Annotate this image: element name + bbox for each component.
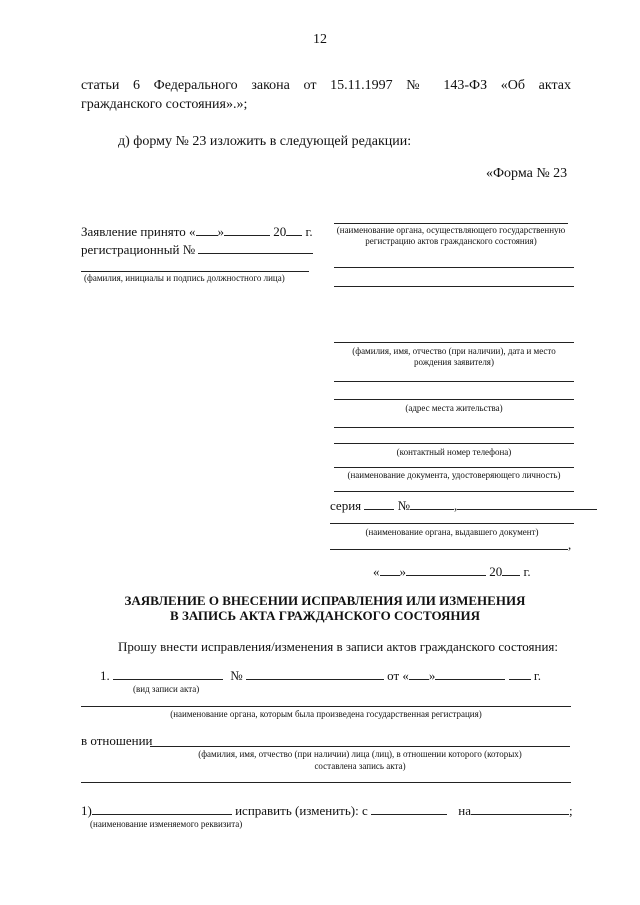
date-g: г. xyxy=(523,564,531,579)
fix-line xyxy=(81,802,573,819)
applicant-line[interactable] xyxy=(334,342,574,343)
issuer-comma: , xyxy=(568,537,572,552)
entry-g: г. xyxy=(533,668,542,683)
phone-caption: (контактный номер телефона) xyxy=(396,447,512,457)
applicant-line-2[interactable] xyxy=(334,381,574,382)
request-text: Прошу внести исправления/изменения в записи актов гражданского состояния: xyxy=(118,639,559,654)
intro-line-1: статьи 6 Федерального закона от 15.11.1997 № 143-ФЗ «Об актах xyxy=(81,78,571,93)
nomer-field[interactable] xyxy=(410,497,454,510)
issue-date-field[interactable] xyxy=(457,497,597,510)
received-day-field[interactable] xyxy=(196,223,218,236)
entry-ot-close: » xyxy=(428,668,436,683)
person-line[interactable] xyxy=(150,746,570,747)
sign-year-field[interactable] xyxy=(502,563,520,576)
received-month-field[interactable] xyxy=(224,223,270,236)
organ-line[interactable] xyxy=(334,223,568,224)
page-number: 12 xyxy=(313,32,327,47)
reg-number-field[interactable] xyxy=(198,241,313,254)
doc-caption: (наименование документа, удостоверяющего личность) xyxy=(347,470,561,480)
entry-ot: от « xyxy=(387,668,409,683)
organ-line-2[interactable] xyxy=(334,267,574,268)
received-g: г. xyxy=(305,224,313,239)
date-close: » xyxy=(399,564,406,579)
reg-organ-line[interactable] xyxy=(81,706,571,707)
organ-caption: (наименование органа, осуществляющего государственную регистрацию актов гражданского состояния) xyxy=(336,225,566,246)
sign-day-field[interactable] xyxy=(380,563,400,576)
title-line-2: В ЗАПИСЬ АКТА ГРАЖДАНСКОГО СОСТОЯНИЯ xyxy=(170,608,480,623)
received-mid: » xyxy=(217,224,225,239)
date-year: 20 xyxy=(489,564,503,579)
person-caption-1: (фамилия, имя, отчество (при наличии) лица (лиц), в отношении которого (которых) xyxy=(198,749,522,759)
v-otnoshenii-label: в отношении xyxy=(81,733,153,748)
fix-label: исправить (изменить): с xyxy=(235,803,368,818)
intro-line-2: гражданского состояния».»; xyxy=(81,97,248,112)
date-open: « xyxy=(373,564,380,579)
phone-line[interactable] xyxy=(334,443,574,444)
attr-field[interactable] xyxy=(92,802,232,815)
seria-field[interactable] xyxy=(364,497,394,510)
address-caption: (адрес места жительства) xyxy=(405,403,503,413)
received-year-field[interactable] xyxy=(286,223,302,236)
to-field[interactable] xyxy=(471,802,569,815)
official-line[interactable] xyxy=(81,271,309,272)
issuer-line[interactable] xyxy=(330,523,574,524)
seria-label: серия xyxy=(330,498,362,513)
from-field[interactable] xyxy=(371,802,447,815)
fix-number: 1) xyxy=(81,803,92,818)
applicant-caption: (фамилия, имя, отчество (при наличии), дата и место рождения заявителя) xyxy=(352,346,556,367)
record-number-field[interactable] xyxy=(246,667,384,680)
person-line-2[interactable] xyxy=(81,782,571,783)
item-d: д) форму № 23 изложить в следующей редакции: xyxy=(118,134,412,149)
official-caption: (фамилия, инициалы и подпись должностного лица) xyxy=(84,273,285,283)
record-month-field[interactable] xyxy=(435,667,505,680)
attr-caption: (наименование изменяемого реквизита) xyxy=(90,819,243,829)
issuer-line-2[interactable] xyxy=(330,549,568,550)
reg-line xyxy=(81,241,313,258)
seria-comma: , xyxy=(454,498,458,513)
form-label: «Форма № 23 xyxy=(486,166,568,181)
na-label: на xyxy=(458,803,471,818)
entry-1-line xyxy=(100,667,541,684)
nomer-label: № xyxy=(397,498,411,513)
seria-line xyxy=(330,497,597,514)
reg-label: регистрационный № xyxy=(81,242,196,257)
title-line-1: ЗАЯВЛЕНИЕ О ВНЕСЕНИИ ИСПРАВЛЕНИЯ ИЛИ ИЗМЕНЕНИЯ xyxy=(124,593,526,608)
person-caption-2: составлена запись акта) xyxy=(314,761,406,771)
entry-nomer: № xyxy=(230,668,243,683)
issuer-caption: (наименование органа, выдавшего документ) xyxy=(365,527,539,537)
semicolon: ; xyxy=(568,803,573,818)
address-line-2[interactable] xyxy=(334,427,574,428)
record-year-field[interactable] xyxy=(509,667,531,680)
organ-line-3[interactable] xyxy=(334,286,574,287)
sign-date-line xyxy=(373,563,531,580)
received-year-prefix: 20 xyxy=(273,224,287,239)
entry-1-number: 1. xyxy=(100,668,110,683)
record-day-field[interactable] xyxy=(409,667,429,680)
received-prefix: Заявление принято « xyxy=(81,224,196,239)
sign-month-field[interactable] xyxy=(406,563,486,576)
reg-organ-caption: (наименование органа, которым была произведена государственная регистрация) xyxy=(170,709,482,719)
doc-line-2[interactable] xyxy=(334,491,574,492)
doc-line[interactable] xyxy=(334,467,574,468)
received-line xyxy=(81,223,313,240)
address-line[interactable] xyxy=(334,399,574,400)
kind-caption: (вид записи акта) xyxy=(133,684,200,694)
kind-field[interactable] xyxy=(113,667,223,680)
